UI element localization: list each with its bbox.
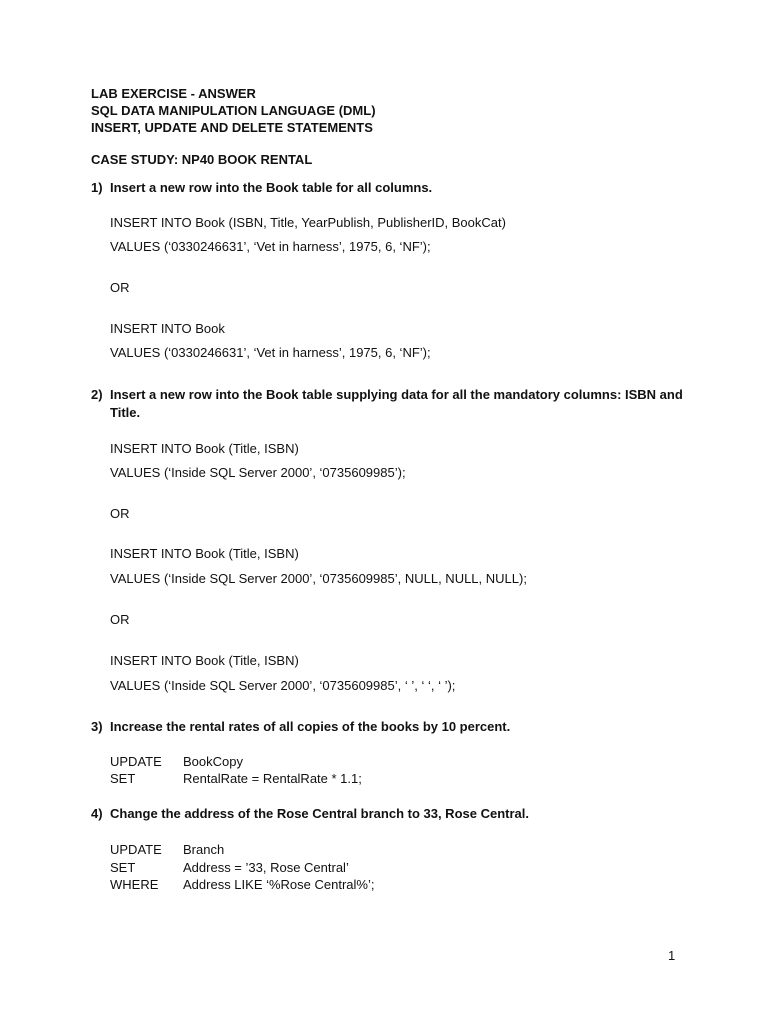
q1-answer-1-line-2: VALUES (‘0330246631’, ‘Vet in harness’, 1975, 6, ‘NF’);	[110, 239, 431, 254]
page-number: 1	[668, 948, 676, 963]
question-number: 1)	[91, 180, 103, 195]
q2-answer-1-line-2: VALUES (‘Inside SQL Server 2000’, ‘0735609985’);	[110, 465, 406, 480]
question-2-text-line-2: Title.	[110, 405, 141, 420]
q2-answer-2-line-2: VALUES (‘Inside SQL Server 2000’, ‘0735609985’, NULL, NULL, NULL);	[110, 571, 527, 586]
or-separator: OR	[110, 506, 130, 521]
question-number: 4)	[91, 806, 103, 821]
sql-keyword: SET	[110, 860, 136, 875]
q2-answer-3-line-2: VALUES (‘Inside SQL Server 2000’, ‘0735609985’, ‘ ’, ‘ ‘, ‘ ’);	[110, 678, 456, 693]
or-separator: OR	[110, 612, 130, 627]
or-separator: OR	[110, 280, 130, 295]
q2-answer-3-line-1: INSERT INTO Book (Title, ISBN)	[110, 653, 299, 668]
q1-answer-2-line-2: VALUES (‘0330246631’, ‘Vet in harness’, 1975, 6, ‘NF’);	[110, 345, 431, 360]
sql-argument: Address LIKE ‘%Rose Central%’;	[183, 877, 375, 892]
question-number: 2)	[91, 387, 103, 402]
question-1-text: Insert a new row into the Book table for all columns.	[110, 180, 433, 195]
question-2-text-line-1: Insert a new row into the Book table supplying data for all the mandatory columns: ISBN and	[110, 387, 683, 402]
sql-keyword: SET	[110, 771, 136, 786]
q1-answer-2-line-1: INSERT INTO Book	[110, 321, 225, 336]
sql-keyword: WHERE	[110, 877, 159, 892]
doc-subtitle-2: INSERT, UPDATE AND DELETE STATEMENTS	[91, 120, 373, 135]
sql-keyword: UPDATE	[110, 754, 162, 769]
q1-answer-1-line-1: INSERT INTO Book (ISBN, Title, YearPublish, PublisherID, BookCat)	[110, 215, 506, 230]
sql-argument: RentalRate = RentalRate * 1.1;	[183, 771, 362, 786]
question-4-text: Change the address of the Rose Central branch to 33, Rose Central.	[110, 806, 529, 821]
doc-title: LAB EXERCISE - ANSWER	[91, 86, 256, 101]
sql-argument: Branch	[183, 842, 225, 857]
question-3-text: Increase the rental rates of all copies of the books by 10 percent.	[110, 719, 511, 734]
sql-keyword: UPDATE	[110, 842, 162, 857]
sql-argument: BookCopy	[183, 754, 243, 769]
doc-subtitle: SQL DATA MANIPULATION LANGUAGE (DML)	[91, 103, 376, 118]
q2-answer-2-line-1: INSERT INTO Book (Title, ISBN)	[110, 546, 299, 561]
sql-argument: Address = ’33, Rose Central’	[183, 860, 349, 875]
question-number: 3)	[91, 719, 103, 734]
q2-answer-1-line-1: INSERT INTO Book (Title, ISBN)	[110, 441, 299, 456]
case-study-heading: CASE STUDY: NP40 BOOK RENTAL	[91, 152, 313, 167]
